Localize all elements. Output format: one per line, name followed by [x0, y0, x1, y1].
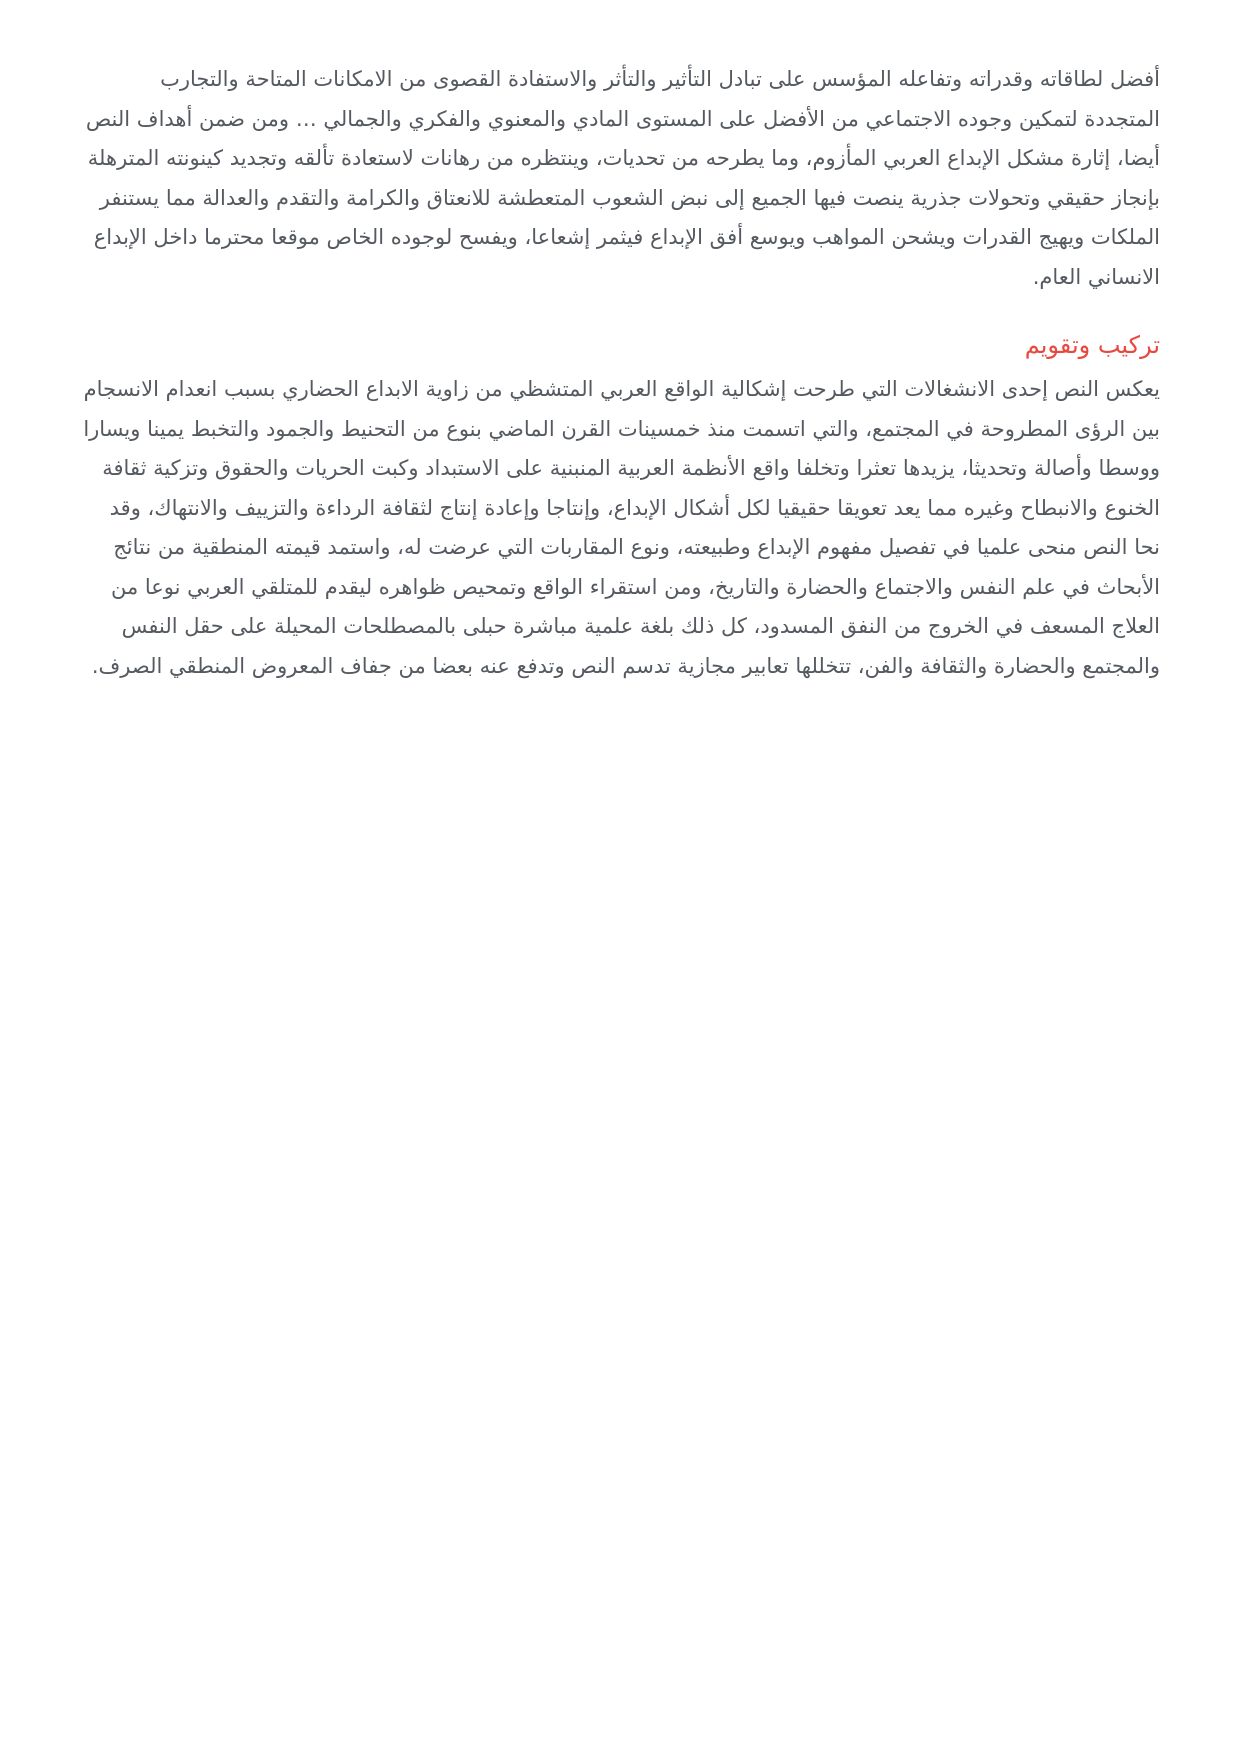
section-paragraph: يعكس النص إحدى الانشغالات التي طرحت إشكالية الواقع العربي المتشظي من زاوية الابداع الحضاري بسبب انعدام الانسجام بين الرؤى المطروحة في المجتمع، والتي اتسمت منذ خمسينات القرن الماضي بنوع من التحنيط والجمود والتخبط يمينا ويسارا ووسطا وأصالة وتحديثا، يزيدها تعثرا وتخلفا واقع الأنظمة العربية المنبنية على الاستبداد وكبت الحريات والحقوق وتزكية ثقافة الخنوع والانبطاح وغيره مما يعد تعويقا حقيقيا لكل أشكال الإبداع، وإنتاجا وإعادة إنتاج لثقافة الرداءة والتزييف والانتهاك، وقد نحا النص منحى علميا في تفصيل مفهوم الإبداع وطبيعته، ونوع المقاربات التي عرضت له، واستمد قيمته المنطقية من نتائج الأبحاث في علم النفس والاجتماع والحضارة والتاريخ، ومن استقراء الواقع وتمحيص ظواهره ليقدم للمتلقي العربي نوعا من العلاج المسعف في الخروج من النفق المسدود، كل ذلك بلغة علمية مباشرة حبلى بالمصطلحات المحيلة على حقل النفس والمجتمع والحضارة والثقافة والفن، تتخللها تعابير مجازية تدسم النص وتدفع عنه بعضا من جفاف المعروض المنطقي الصرف.: [83, 377, 1160, 678]
intro-paragraph: أفضل لطاقاته وقدراته وتفاعله المؤسس على تبادل التأثير والتأثر والاستفادة القصوى من الامكانات المتاحة والتجارب المتجددة لتمكين وجوده الاجتماعي من الأفضل على المستوى المادي والمعنوي والفكري والجمالي … ومن ضمن أهداف النص أيضا، إثارة مشكل الإبداع العربي المأزوم، وما يطرحه من تحديات، وينتظره من رهانات لاستعادة تألقه وتجديد كينونته المترهلة بإنجاز حقيقي وتحولات جذرية ينصت فيها الجميع إلى نبض الشعوب المتعطشة للانعتاق والكرامة والتقدم والعدالة مما يستنفر الملكات ويهيج القدرات ويشحن المواهب ويوسع أفق الإبداع فيثمر إشعاعا، ويفسح لوجوده الخاص موقعا محترما داخل الإبداع الانساني العام.: [85, 67, 1160, 289]
document-page: [80, 60, 1160, 686]
section-heading: تركيب وتقويم: [1024, 331, 1160, 359]
